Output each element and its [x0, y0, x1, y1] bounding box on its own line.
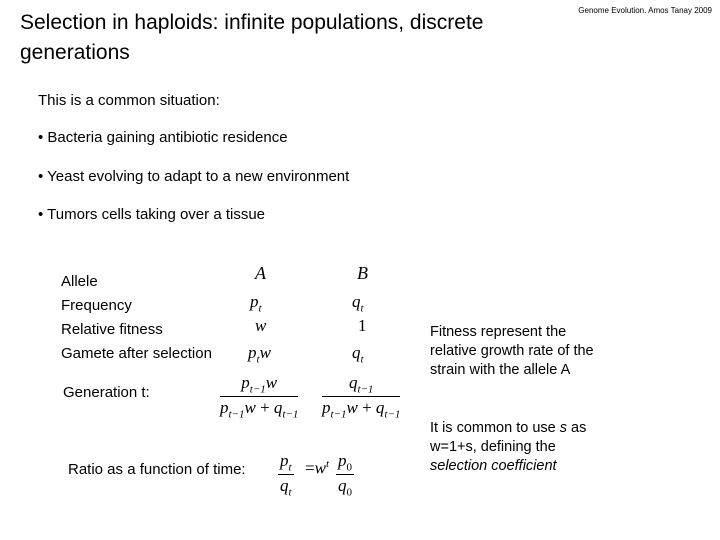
- gamete-a: $p_tw$: [248, 343, 271, 366]
- generation-label: Generation t:: [63, 384, 150, 401]
- row-label-allele: Allele: [61, 273, 98, 290]
- generation-fraction-b: $q_{t-1}$ $p_{t-1}w + q_{t-1}$: [322, 373, 401, 421]
- freq-a: $p_t$: [250, 292, 262, 315]
- intro-text: This is a common situation:: [38, 92, 220, 109]
- col-header-a: A: [255, 263, 266, 283]
- generation-fraction-a: $p_{t-1}w$ $p_{t-1}w + q_{t-1}$: [220, 373, 299, 421]
- col-header-b: B: [357, 263, 368, 283]
- row-label-frequency: Frequency: [61, 297, 132, 314]
- fitness-b: 1: [358, 316, 367, 335]
- fitness-note: Fitness represent the relative growth rate of the strain with the allele A: [430, 324, 594, 378]
- ratio-equals-w: $=w^t$: [305, 458, 329, 478]
- slide-title: Selection in haploids: infinite populations, discrete generations: [20, 11, 484, 64]
- row-label-relative-fitness: Relative fitness: [61, 321, 163, 338]
- bullet-yeast: • Yeast evolving to adapt to a new environment: [38, 168, 350, 185]
- fitness-a: w: [255, 316, 267, 335]
- freq-b: $q_t$: [352, 292, 364, 315]
- gamete-b: $q_t$: [352, 343, 364, 366]
- selection-coefficient-note: It is common to use s as w=1+s, defining the selection coefficient: [430, 420, 587, 474]
- slide-credit: Genome Evolution. Amos Tanay 2009: [578, 6, 712, 15]
- ratio-fraction-t: $p_t$ $q_t$: [280, 451, 292, 499]
- bullet-bacteria: • Bacteria gaining antibiotic residence: [38, 129, 288, 146]
- ratio-label: Ratio as a function of time:: [68, 461, 246, 478]
- ratio-fraction-0: $p_0$ $q_0$: [338, 451, 352, 499]
- bullet-tumors: • Tumors cells taking over a tissue: [38, 206, 266, 223]
- row-label-gamete: Gamete after selection: [61, 345, 212, 362]
